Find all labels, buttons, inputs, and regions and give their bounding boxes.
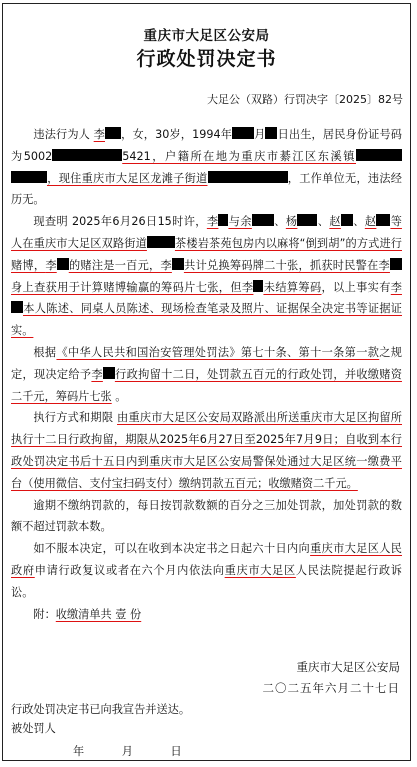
document-title: 行政处罚决定书 <box>136 48 277 70</box>
text-run: 无，违法经历无。 <box>11 171 402 207</box>
text-run: 违法行为人 <box>33 128 94 141</box>
filled-in-text: 李 <box>206 215 219 229</box>
text-run: 、 <box>273 215 286 229</box>
filled-in-text: 重庆市大足区人民政府 <box>11 542 402 577</box>
filled-in-text: 李 <box>45 258 57 272</box>
redaction-block <box>252 214 274 226</box>
filled-in-text: 赵 <box>329 215 341 229</box>
text-run: 日出生，居民身份证号码为5002 <box>11 128 402 163</box>
filled-in-text: 赵 <box>364 215 377 229</box>
legal-basis-paragraph <box>11 342 402 407</box>
text-run: 月 <box>254 128 266 141</box>
redaction-block <box>218 214 228 226</box>
redaction-block <box>11 171 47 183</box>
filled-in-text: 李 <box>390 280 402 294</box>
filled-in-text: 重庆市大足区 <box>224 563 296 577</box>
text-run: 根据 <box>33 345 57 359</box>
year-label: 年 <box>73 745 85 758</box>
filled-in-text: 李 <box>160 258 172 272</box>
text-run: 。 <box>111 389 127 403</box>
redaction-block <box>57 258 69 270</box>
text-run: ，以上事实有 <box>321 280 391 294</box>
text-run: 执行方式和期限 <box>33 411 118 425</box>
penalized-party-label: 被处罚人 <box>11 722 56 735</box>
filled-in-text: 杨 <box>285 215 298 229</box>
text-run: ，女，30岁，1994年 <box>121 128 233 141</box>
offender-info-paragraph <box>11 124 402 211</box>
document-body <box>11 124 402 625</box>
text-run: 现查明 2025年6月26日15时许， <box>33 215 207 229</box>
redaction-block <box>297 214 317 226</box>
redaction-block <box>105 127 121 139</box>
redaction-block <box>52 149 122 161</box>
redaction-block <box>356 149 402 161</box>
text-run: 人民法院提起行政诉讼。 <box>11 563 402 599</box>
filled-in-text: 5421，户籍所在地为重庆市綦江区东溪镇 <box>122 149 356 163</box>
filled-in-text: 的赌注是一百元， <box>68 258 161 272</box>
text-run: 之规定，现决定给予 <box>11 345 402 381</box>
filled-in-text: 李 <box>93 128 105 141</box>
redaction-block <box>172 258 184 270</box>
filled-in-text: 本人陈述、同桌人员陈述、现场检查笔录及照片、证据保全决定书等证据证实。 <box>11 302 402 338</box>
redaction-block <box>147 236 175 248</box>
text-run: 、 <box>317 215 330 229</box>
service-acknowledgement: 行政处罚决定书已向我宣告并送达。 <box>11 703 191 716</box>
redaction-block <box>341 214 353 226</box>
document-page <box>2 3 411 761</box>
redaction-block <box>208 171 288 183</box>
late-payment-paragraph <box>11 495 402 539</box>
text-run: 如不服本决定，可以在收到本决定书之日起六十日内向 <box>33 542 311 556</box>
day-label: 日 <box>170 745 182 758</box>
filled-in-text: 李 <box>91 367 103 381</box>
text-run: 申请行政复议或者在六个月内依法向 <box>34 563 225 577</box>
appeal-rights-paragraph <box>11 538 402 603</box>
redaction-block <box>103 367 115 379</box>
text-run: ，工作单位 <box>287 171 345 185</box>
findings-paragraph <box>11 211 402 342</box>
filled-in-text: 等人在重庆市大足区双路街道 <box>11 215 402 250</box>
filled-in-text: 李 <box>241 280 254 294</box>
text-run: 逾期不缴纳罚款的，每日按罚款数额的百分之三加处罚款，加处罚款的数额不超过罚款本数。 <box>11 498 402 534</box>
redaction-block <box>253 280 263 292</box>
signature-organization: 重庆市大足区公安局 <box>296 660 400 674</box>
filled-in-text: ，现住重庆市大足区龙滩子街道 <box>47 171 208 185</box>
filled-in-text: 未结算筹码 <box>263 280 322 294</box>
signature-date: 二〇二五年六月二十七日 <box>262 681 400 695</box>
document-number: 大足公（双路）行罚决字〔2025〕82号 <box>207 93 403 106</box>
filled-in-text: 身上查获用于计算赌博输赢的筹码片七张，但 <box>11 280 242 294</box>
text-run: 附： <box>33 607 56 621</box>
acknowledgement-date <box>73 743 182 759</box>
text-run: 、 <box>352 215 365 229</box>
filled-in-text: 共计兑换筹码牌二十张，抓获时民警在 <box>183 258 379 272</box>
attachment-paragraph <box>11 604 402 626</box>
filled-in-text: 收缴清单共 壹 份 <box>55 607 142 621</box>
filled-in-text: 茶楼岩茶苑包房内以麻将“倒到胡”的方式进行赌博， <box>11 236 402 272</box>
month-label: 月 <box>121 745 133 758</box>
redaction-block <box>376 214 390 226</box>
filled-in-text: 《中华人民共和国治安管理处罚法》第七十条、第十一条第一款 <box>56 345 380 359</box>
redaction-block <box>11 301 23 313</box>
filled-in-text: 李 <box>378 258 390 272</box>
filled-in-text: 与余 <box>228 215 252 229</box>
filled-in-text: 由重庆市大足区公安局双路派出所送重庆市大足区拘留所执行十二日行政拘留，期限从2025年6月27日至2025年7月9日；自收到本行政处罚决定书后十五日内到重庆市大足区公安局警保处通过大足区统一缴费平台（使用微信、支付宝扫码支付）缴纳罚款五百元；收缴赌资二千元。 <box>11 411 402 490</box>
redaction-block <box>265 127 277 139</box>
execution-paragraph <box>11 407 402 494</box>
filled-in-text: 行政拘留十二日，处罚款五百元的行政处罚，并收缴赌资二千元，筹码片七张 <box>11 367 402 403</box>
issuing-agency: 重庆市大足区公安局 <box>143 28 270 44</box>
redaction-block <box>232 127 254 139</box>
redaction-block <box>390 258 402 270</box>
